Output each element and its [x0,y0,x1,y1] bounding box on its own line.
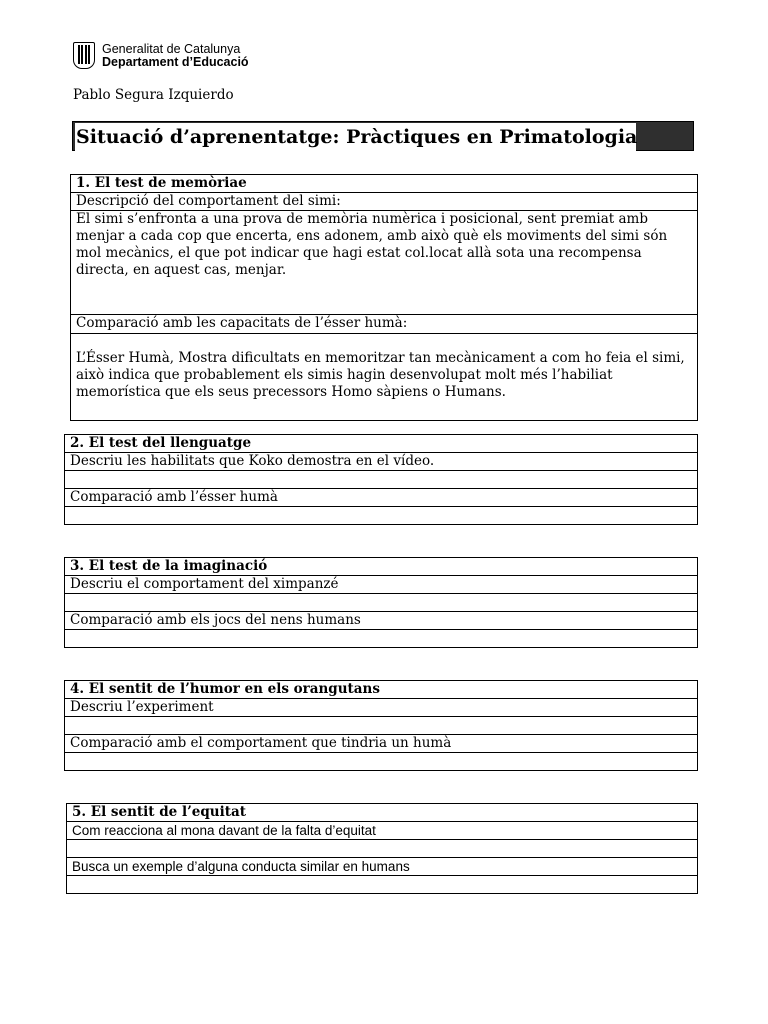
section-5-table [66,803,698,894]
org-line-2: Departament d’Educació [102,54,249,69]
section-3-answer-a[interactable] [65,594,697,612]
section-2-label-b: Comparació amb l’ésser humà [65,489,697,507]
section-1-label-b: Comparació amb les capacitats de l’ésser humà: [71,315,697,334]
section-1-heading: 1. El test de memòriae [71,175,697,193]
section-1-answer-b-cell[interactable] [71,334,697,420]
section-4-answer-b[interactable] [65,753,697,770]
section-2-label-a: Descriu les habilitats que Koko demostra en el vídeo. [65,453,697,471]
section-5-answer-b[interactable] [67,876,697,893]
section-4-table [64,680,698,771]
section-1-answer-b: L’Ésser Humà, Mostra dificultats en memoritzar tan mecànicament a com ho feia el simi, això indica que probablement els simis hagin desenvolupat molt més l’habiliat memorística que els seus precessors Homo sàpiens o Humans. [76,350,685,400]
section-4-heading: 4. El sentit de l’humor en els orangutans [65,681,697,699]
page-title: Situació d’aprenentatge: Pràctiques en Primatologia [75,123,636,151]
title-bar [72,121,694,151]
generalitat-logo [73,42,249,69]
section-3-label-b: Comparació amb els jocs del nens humans [65,612,697,630]
section-5-label-b: Busca un exemple d’alguna conducta similar en humans [67,858,697,876]
section-3-answer-b[interactable] [65,630,697,647]
org-line-1: Generalitat de Catalunya [102,41,241,56]
section-1-label-a: Descripció del comportament del simi: [71,193,697,211]
section-2-answer-a[interactable] [65,471,697,489]
section-2-answer-b[interactable] [65,507,697,524]
section-4-label-b: Comparació amb el comportament que tindria un humà [65,735,697,753]
section-2-table [64,434,698,525]
section-3-heading: 3. El test de la imaginació [65,558,697,576]
author-name: Pablo Segura Izquierdo [73,87,234,103]
catalan-flag-icon [73,42,95,69]
section-3-label-a: Descriu el comportament del ximpanzé [65,576,697,594]
section-1-table [70,174,698,421]
section-2-heading: 2. El test del llenguatge [65,435,697,453]
section-4-answer-a[interactable] [65,717,697,735]
section-5-heading: 5. El sentit de l’equitat [67,804,697,822]
section-5-label-a: Com reacciona al mona davant de la falta d’equitat [67,822,697,840]
section-4-label-a: Descriu l’experiment [65,699,697,717]
section-1-answer-a: El simi s’enfronta a una prova de memòria numèrica i posicional, sent premiat amb menjar a cada cop que encerta, ens adonem, amb això què els moviments del simi són mol mecànics, el que pot indicar que hagi estat col.locat allà sota una recompensa directa, en aquest cas, menjar. [76,211,668,278]
section-5-answer-a[interactable] [67,840,697,858]
section-1-answer-a-cell[interactable] [71,211,697,315]
section-3-table [64,557,698,648]
logo-text [102,43,249,69]
